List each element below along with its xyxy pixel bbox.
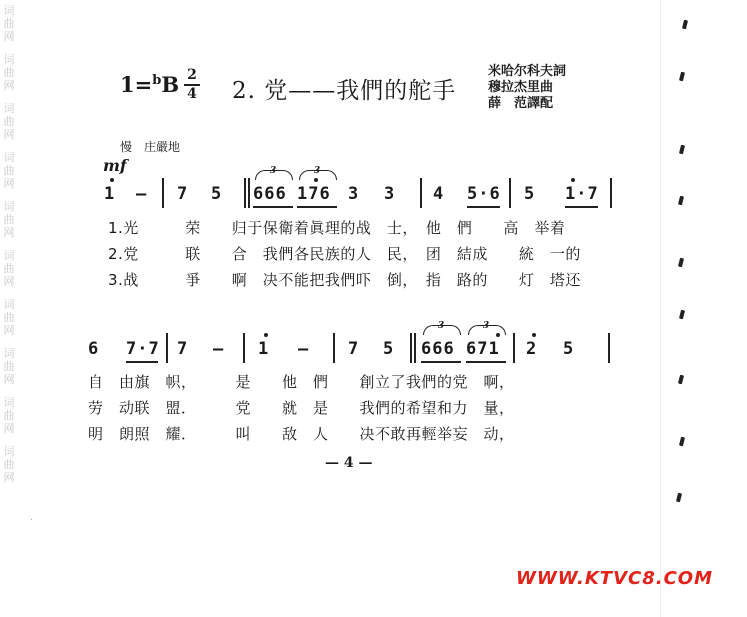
- note: 3: [348, 184, 360, 204]
- note-group: 5·6: [467, 184, 501, 204]
- note-dash: –: [136, 184, 148, 204]
- watermark-group: [2, 53, 16, 92]
- watermark-char: 词: [3, 200, 15, 213]
- barline: [509, 178, 511, 208]
- barline: [333, 333, 335, 363]
- note: 2: [526, 339, 538, 359]
- watermark-char: 词: [3, 151, 15, 164]
- watermark-char: 曲: [3, 66, 15, 79]
- composer-credit: 穆拉杰里曲: [488, 80, 554, 95]
- watermark-char: 词: [3, 445, 15, 458]
- octave-dot: [110, 178, 114, 182]
- note: 5: [563, 339, 575, 359]
- binding-tick: [676, 493, 682, 503]
- watermark-char: 网: [3, 128, 15, 141]
- score-row-1: [0, 166, 660, 212]
- lyric-line-verse-2: 2.党 联 合 我們各民族的人 民， 团 結成 統 一的: [108, 245, 581, 263]
- watermark-group: [2, 445, 16, 484]
- dynamic-marking: mf: [103, 156, 127, 175]
- note-dash: –: [298, 339, 310, 359]
- watermark-char: 曲: [3, 360, 15, 373]
- watermark-group: [2, 396, 16, 435]
- note: 3: [384, 184, 396, 204]
- watermark-char: 曲: [3, 262, 15, 275]
- barline: [166, 333, 168, 363]
- note: 4: [433, 184, 445, 204]
- lyricist-credit: 米哈尔科夫詞: [488, 64, 567, 79]
- barline: [410, 333, 412, 363]
- score-row-2: [0, 321, 660, 367]
- octave-dot: [571, 178, 575, 182]
- credits: [488, 64, 566, 112]
- watermark-char: 词: [3, 347, 15, 360]
- note: 5: [524, 184, 536, 204]
- note: 7: [177, 184, 189, 204]
- note: 1: [258, 339, 270, 359]
- binding-tick: [679, 310, 685, 320]
- watermark-group: [2, 249, 16, 288]
- triplet-number: 3: [437, 321, 445, 331]
- binding-tick: [678, 375, 684, 385]
- barline: [244, 178, 246, 208]
- time-top: 2: [187, 67, 197, 83]
- watermark-char: 网: [3, 30, 15, 43]
- translator-credit: 薛 范譯配: [488, 96, 554, 111]
- barline: [243, 333, 245, 363]
- note: 5: [211, 184, 223, 204]
- eighth-underline: [421, 361, 461, 363]
- key-flat: b: [152, 73, 162, 88]
- barline: [420, 178, 422, 208]
- watermark-char: 词: [3, 4, 15, 17]
- note-group: 1·7: [565, 184, 599, 204]
- octave-dot: [314, 178, 318, 182]
- note-group: 7·7: [126, 339, 160, 359]
- note: 7: [177, 339, 189, 359]
- eighth-underline: [126, 361, 158, 363]
- note-group: 671: [466, 339, 500, 359]
- triplet-number: 3: [313, 166, 321, 176]
- watermark-char: 网: [3, 373, 15, 386]
- watermark-char: 词: [3, 298, 15, 311]
- watermark-char: 曲: [3, 409, 15, 422]
- watermark-char: 曲: [3, 458, 15, 471]
- watermark-char: 网: [3, 177, 15, 190]
- watermark-char: 网: [3, 422, 15, 435]
- watermark-char: 网: [3, 275, 15, 288]
- time-bottom: 4: [187, 85, 197, 102]
- eighth-underline: [297, 206, 337, 208]
- binding-tick: [678, 258, 684, 268]
- key-prefix: 1=: [120, 72, 153, 97]
- watermark-char: 词: [3, 249, 15, 262]
- note: 7: [348, 339, 360, 359]
- note: 5: [383, 339, 395, 359]
- lyric-line-verse-2: 劳 动联 盟． 党 就 是 我們的希望和力 量，: [88, 399, 515, 417]
- page-number: — 4 —: [325, 455, 373, 471]
- triplet-number: 3: [482, 321, 490, 331]
- eighth-underline: [466, 361, 506, 363]
- margin-mark: ·: [30, 515, 34, 526]
- watermark-char: 曲: [3, 164, 15, 177]
- watermark-char: 网: [3, 79, 15, 92]
- watermark-char: 网: [3, 324, 15, 337]
- eighth-underline: [253, 206, 293, 208]
- binding-tick: [682, 20, 688, 30]
- binding-tick: [679, 145, 685, 155]
- watermark-column: [2, 4, 16, 494]
- binding-tick: [679, 437, 685, 447]
- binding-tick: [678, 196, 684, 206]
- lyric-line-verse-3: 3.战 爭 啊 决不能把我們吓 倒， 指 路的 灯 塔还: [108, 271, 581, 289]
- note-group: 666: [421, 339, 455, 359]
- key-signature: [120, 72, 179, 97]
- site-url-watermark: WWW.KTVC8.COM: [516, 568, 713, 589]
- octave-dot: [532, 333, 536, 337]
- lyric-line-verse-3: 明 朗照 耀． 叫 敌 人 决不敢再輕举妄 动，: [88, 425, 515, 443]
- watermark-char: 曲: [3, 115, 15, 128]
- watermark-char: 词: [3, 102, 15, 115]
- eighth-underline: [565, 206, 598, 208]
- note: 1: [104, 184, 116, 204]
- watermark-group: [2, 102, 16, 141]
- watermark-char: 词: [3, 53, 15, 66]
- page-edge-line: [660, 0, 661, 617]
- tempo-marking: 慢 庄嚴地: [120, 140, 181, 154]
- octave-dot: [496, 333, 500, 337]
- watermark-char: 网: [3, 471, 15, 484]
- octave-dot: [264, 333, 268, 337]
- watermark-group: [2, 4, 16, 43]
- watermark-char: 词: [3, 396, 15, 409]
- eighth-underline: [467, 206, 500, 208]
- watermark-char: 曲: [3, 311, 15, 324]
- barline: [513, 333, 515, 363]
- note-group: 176: [297, 184, 331, 204]
- note: 6: [88, 339, 100, 359]
- barline: [610, 178, 612, 208]
- barline: [162, 178, 164, 208]
- note-group: 666: [253, 184, 287, 204]
- watermark-char: 曲: [3, 17, 15, 30]
- lyric-line-verse-1: 1.光 荣 归于保衛着眞理的战 士， 他 們 高 举着: [108, 219, 566, 237]
- note-dash: –: [213, 339, 225, 359]
- barline: [608, 333, 610, 363]
- binding-tick: [679, 72, 685, 82]
- time-signature: [184, 68, 200, 102]
- lyric-line-verse-1: 自 由旗 帜， 是 他 們 創立了我們的党 啊，: [88, 373, 515, 391]
- key-note: B: [161, 72, 180, 97]
- watermark-char: 曲: [3, 213, 15, 226]
- song-title: 2. 党——我們的舵手: [232, 78, 457, 104]
- watermark-char: 网: [3, 226, 15, 239]
- triplet-number: 3: [269, 166, 277, 176]
